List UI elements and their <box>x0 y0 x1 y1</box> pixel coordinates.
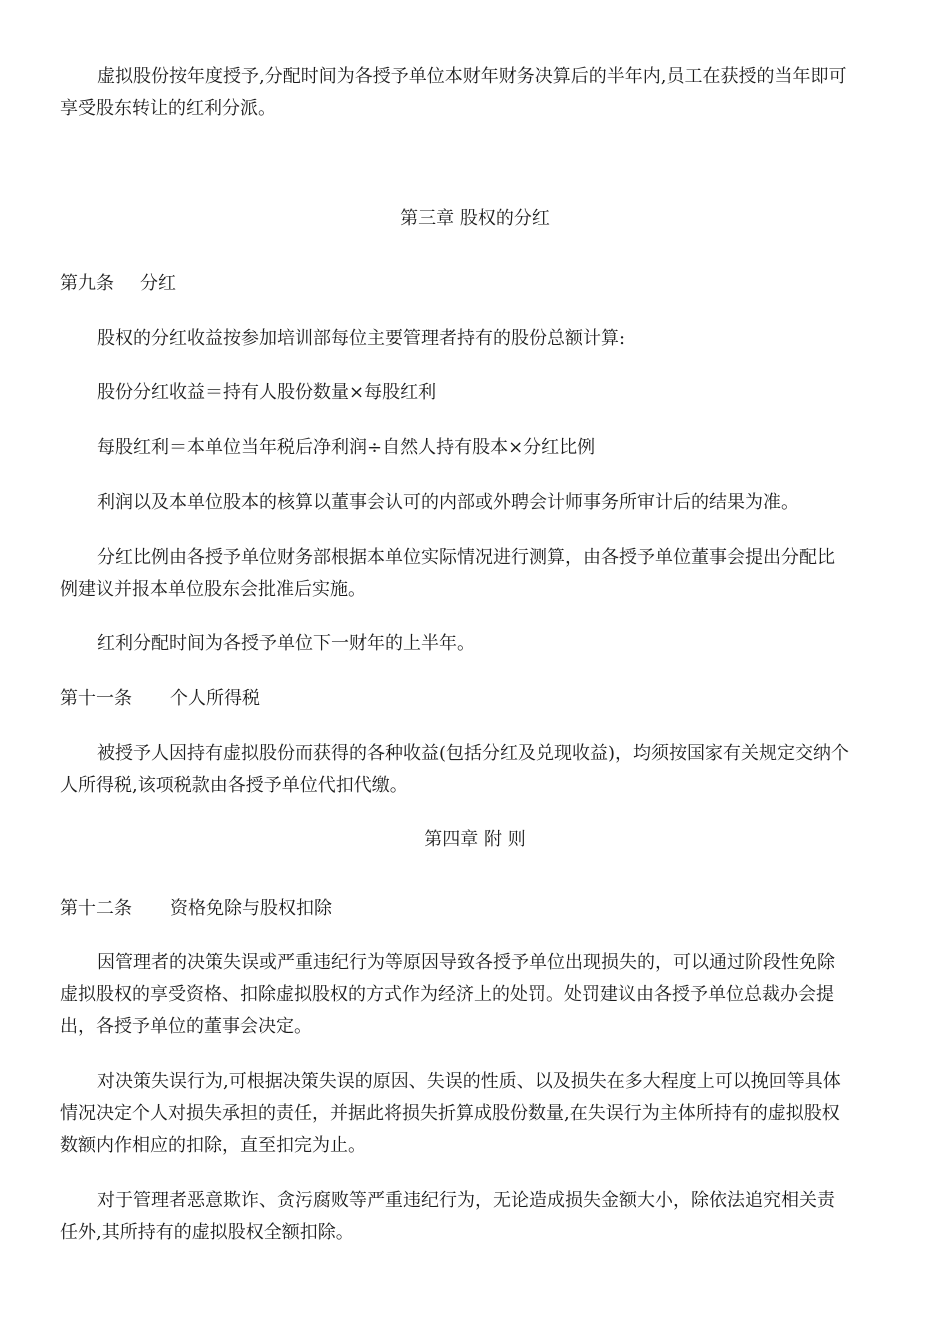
article-9-title: 分红 <box>140 273 176 294</box>
article-12-paragraph-3-line-2: 任外,其所持有的虚拟股权全额扣除。 <box>60 1222 354 1243</box>
article-11-paragraph-line-1: 被授予人因持有虚拟股份而获得的各种收益(包括分红及兑现收益)，均须按国家有关规定交纳个 <box>97 743 850 764</box>
article-9-formula-2: 每股红利＝本单位当年税后净利润÷自然人持有股本×分红比例 <box>97 437 596 458</box>
article-9-paragraph-5-line-2: 例建议并报本单位股东会批准后实施。 <box>60 579 366 600</box>
article-12-heading <box>60 893 900 925</box>
article-12-paragraph-2-line-3: 数额内作相应的扣除，直至扣完为止。 <box>60 1135 366 1156</box>
article-9-number: 第九条 <box>60 273 114 294</box>
intro-paragraph-line-1: 虚拟股份按年度授予,分配时间为各授予单位本财年财务决算后的半年内,员工在获授的当年即可 <box>97 66 847 87</box>
article-11-heading <box>60 683 900 715</box>
article-9-paragraph-5-line-1: 分红比例由各授予单位财务部根据本单位实际情况进行测算，由各授予单位董事会提出分配比 <box>97 547 835 568</box>
article-12-title: 资格免除与股权扣除 <box>170 898 332 919</box>
article-12-number: 第十二条 <box>60 898 132 919</box>
chapter-4-title: 第四章 附 则 <box>424 829 526 850</box>
article-12-paragraph-1-line-1: 因管理者的决策失误或严重违纪行为等原因导致各授予单位出现损失的，可以通过阶段性免除 <box>97 952 835 973</box>
intro-paragraph-line-2: 享受股东转让的红利分派。 <box>60 98 276 119</box>
article-12-paragraph-1-line-3: 出，各授予单位的董事会决定。 <box>60 1016 312 1037</box>
article-9-paragraph-1: 股权的分红收益按参加培训部每位主要管理者持有的股份总额计算: <box>97 328 626 349</box>
chapter-3-title: 第三章 股权的分红 <box>400 208 550 229</box>
article-9-heading <box>60 268 900 300</box>
article-12-paragraph-2-line-1: 对决策失误行为,可根据决策失误的原因、失误的性质、以及损失在多大程度上可以挽回等具体 <box>97 1071 841 1092</box>
article-11-paragraph-line-2: 人所得税,该项税款由各授予单位代扣代缴。 <box>60 775 408 796</box>
article-12-paragraph-1-line-2: 虚拟股权的享受资格、扣除虚拟股权的方式作为经济上的处罚。处罚建议由各授予单位总裁办会提 <box>60 984 834 1005</box>
article-11-title: 个人所得税 <box>170 688 260 709</box>
article-9-paragraph-4: 利润以及本单位股本的核算以董事会认可的内部或外聘会计师事务所审计后的结果为准。 <box>97 492 799 513</box>
article-12-paragraph-2-line-2: 情况决定个人对损失承担的责任，并据此将损失折算成股份数量,在失误行为主体所持有的虚拟股权 <box>60 1103 840 1124</box>
article-9-formula-1: 股份分红收益＝持有人股份数量×每股红利 <box>97 382 437 403</box>
article-12-paragraph-3-line-1: 对于管理者恶意欺诈、贪污腐败等严重违纪行为，无论造成损失金额大小，除依法追究相关责 <box>97 1190 835 1211</box>
article-9-paragraph-6: 红利分配时间为各授予单位下一财年的上半年。 <box>97 633 475 654</box>
article-11-number: 第十一条 <box>60 688 132 709</box>
